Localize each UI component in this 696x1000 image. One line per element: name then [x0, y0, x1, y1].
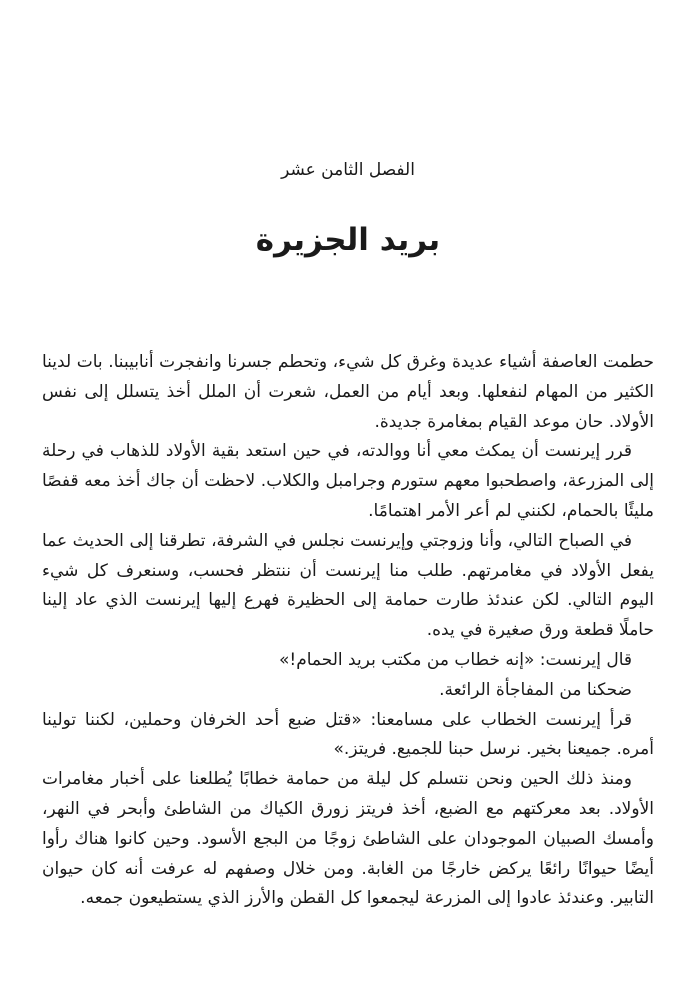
- paragraph-7: ومنذ ذلك الحين ونحن نتسلم كل ليلة من حمامة خطابًا يُطلعنا على أخبار مغامرات الأولاد. بعد معركتهم مع الضبع، أخذ فريتز زورق الكياك من الشاطئ وأبحر في النهر، وأمسك الصبيان الموجودان على الشاطئ زوجًا من البجع الأسود. وحين كانوا هناك رأوا أيضًا حيوانًا رائعًا يركض خارجًا من الغابة. ومن خلال وصفهم له عرفت أنه كان حيوان التابير. وعندئذ عادوا إلى المزرعة ليجمعوا كل القطن والأرز الذي يستطيعون جمعه.: [42, 769, 654, 909]
- paragraph-4: قال إيرنست: «إنه خطاب من مكتب بريد الحمام!»: [279, 649, 632, 670]
- chapter-number: الفصل الثامن عشر: [281, 160, 415, 180]
- paragraph-6: قرأ إيرنست الخطاب على مسامعنا: «قتل ضبع أحد الخرفان وحملين، لكننا تولينا أمره. جميعنا بخير. نرسل حبنا للجميع. فريتز.»: [42, 709, 654, 760]
- chapter-body: [42, 348, 654, 914]
- paragraph-5: ضحكنا من المفاجأة الرائعة.: [439, 679, 632, 700]
- chapter-title: بريد الجزيرة: [255, 222, 441, 258]
- paragraph-3: في الصباح التالي، وأنا وزوجتي وإيرنست نجلس في الشرفة، تطرقنا إلى الحديث عما يفعل الأولاد في مغامرتهم. طلب منا إيرنست أن ننتظر فحسب، وسنعرف كل شيء اليوم التالي. لكن عندئذ طارت حمامة إلى الحظيرة فهرع إليها إيرنست الذي عاد إلينا حاملًا قطعة ورق صغيرة في يده.: [42, 530, 654, 641]
- paragraph-1: حطمت العاصفة أشياء عديدة وغرق كل شيء، وتحطم جسرنا وانفجرت أنابيبنا. بات لدينا الكثير من المهام لنفعلها. وبعد أيام من العمل، شعرت أن الملل أخذ يتسلل إلى نفس الأولاد. حان موعد القيام بمغامرة جديدة.: [42, 352, 654, 432]
- paragraph-2: قرر إيرنست أن يمكث معي أنا ووالدته، في حين استعد بقية الأولاد للذهاب في رحلة إلى المزرعة، واصطحبوا معهم ستورم وجرامبل والكلاب. لاحظت أن جاك أخذ معه قفصًا مليئًا بالحمام، لكنني لم أعر الأمر اهتمامًا.: [42, 441, 654, 521]
